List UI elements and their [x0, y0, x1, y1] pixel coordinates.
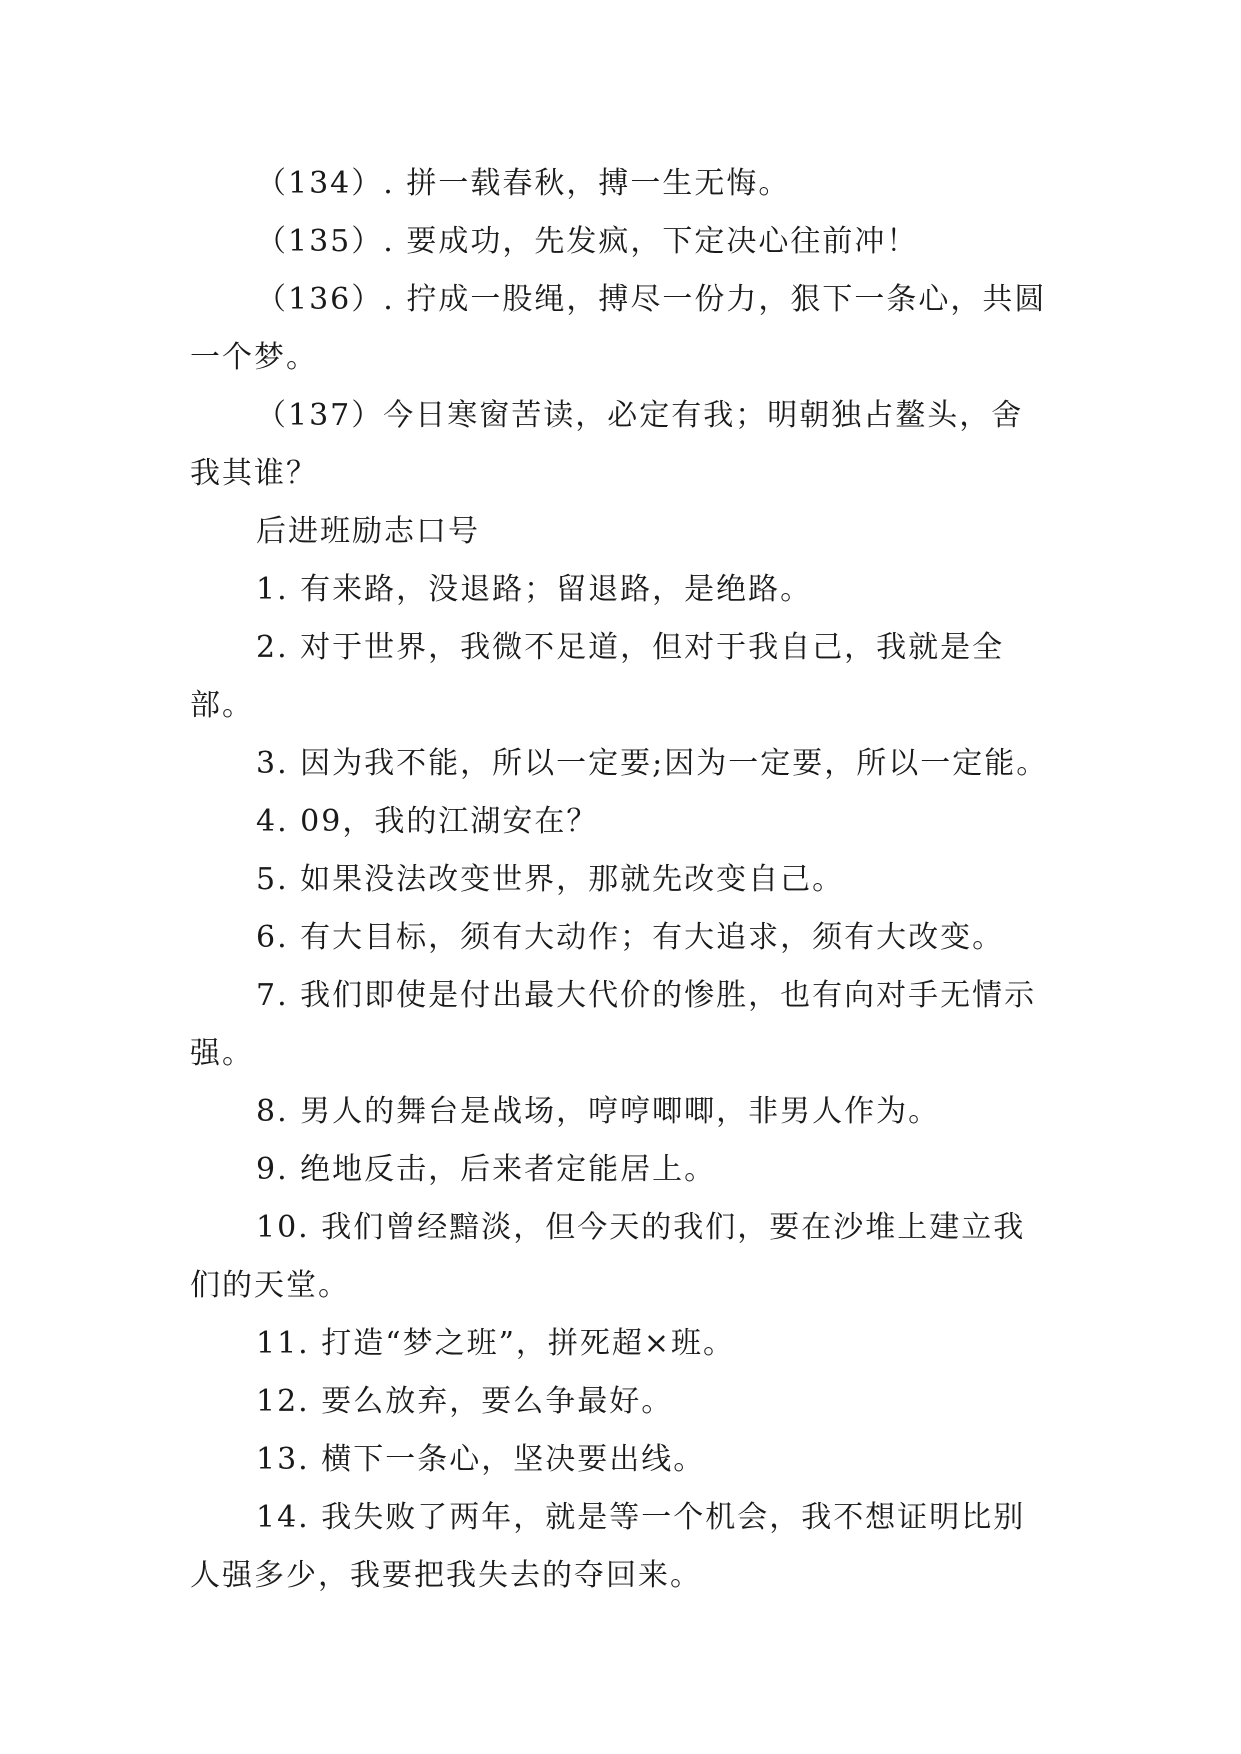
paragraph: （135）. 要成功，先发疯，下定决心往前冲！: [256, 224, 919, 259]
document-body: [190, 155, 1052, 1605]
list-item: 3. 因为我不能，所以一定要;因为一定要，所以一定能。: [256, 746, 1049, 781]
section-heading: 后进班励志口号: [256, 514, 480, 549]
list-item: 7. 我们即使是付出最大代价的惨胜，也有向对手无情示强。: [190, 978, 1037, 1071]
list-item: 9. 绝地反击，后来者定能居上。: [256, 1152, 717, 1187]
list-item: 5. 如果没法改变世界，那就先改变自己。: [256, 862, 845, 897]
list-item: 8. 男人的舞台是战场，哼哼唧唧，非男人作为。: [256, 1094, 941, 1129]
list-item: 11. 打造“梦之班”，拼死超×班。: [256, 1326, 736, 1361]
paragraph: （137）今日寒窗苦读，必定有我；明朝独占鳌头，舍我其谁？: [190, 398, 1024, 491]
list-item: 12. 要么放弃，要么争最好。: [256, 1384, 674, 1419]
list-item: 2. 对于世界，我微不足道，但对于我自己，我就是全部。: [190, 630, 1005, 723]
list-item: 1. 有来路，没退路；留退路，是绝路。: [256, 572, 813, 607]
list-item: 4. 09，我的江湖安在？: [256, 804, 599, 839]
list-item: 13. 横下一条心，坚决要出线。: [256, 1442, 706, 1477]
list-item: 10. 我们曾经黯淡，但今天的我们，要在沙堆上建立我们的天堂。: [190, 1210, 1026, 1303]
list-item: 6. 有大目标，须有大动作；有大追求，须有大改变。: [256, 920, 1005, 955]
paragraph: （134）. 拼一载春秋，搏一生无悔。: [256, 166, 791, 201]
paragraph: （136）. 拧成一股绳，搏尽一份力，狠下一条心，共圆一个梦。: [190, 282, 1047, 375]
list-item: 14. 我失败了两年，就是等一个机会，我不想证明比别人强多少，我要把我失去的夺回来。: [190, 1500, 1026, 1593]
